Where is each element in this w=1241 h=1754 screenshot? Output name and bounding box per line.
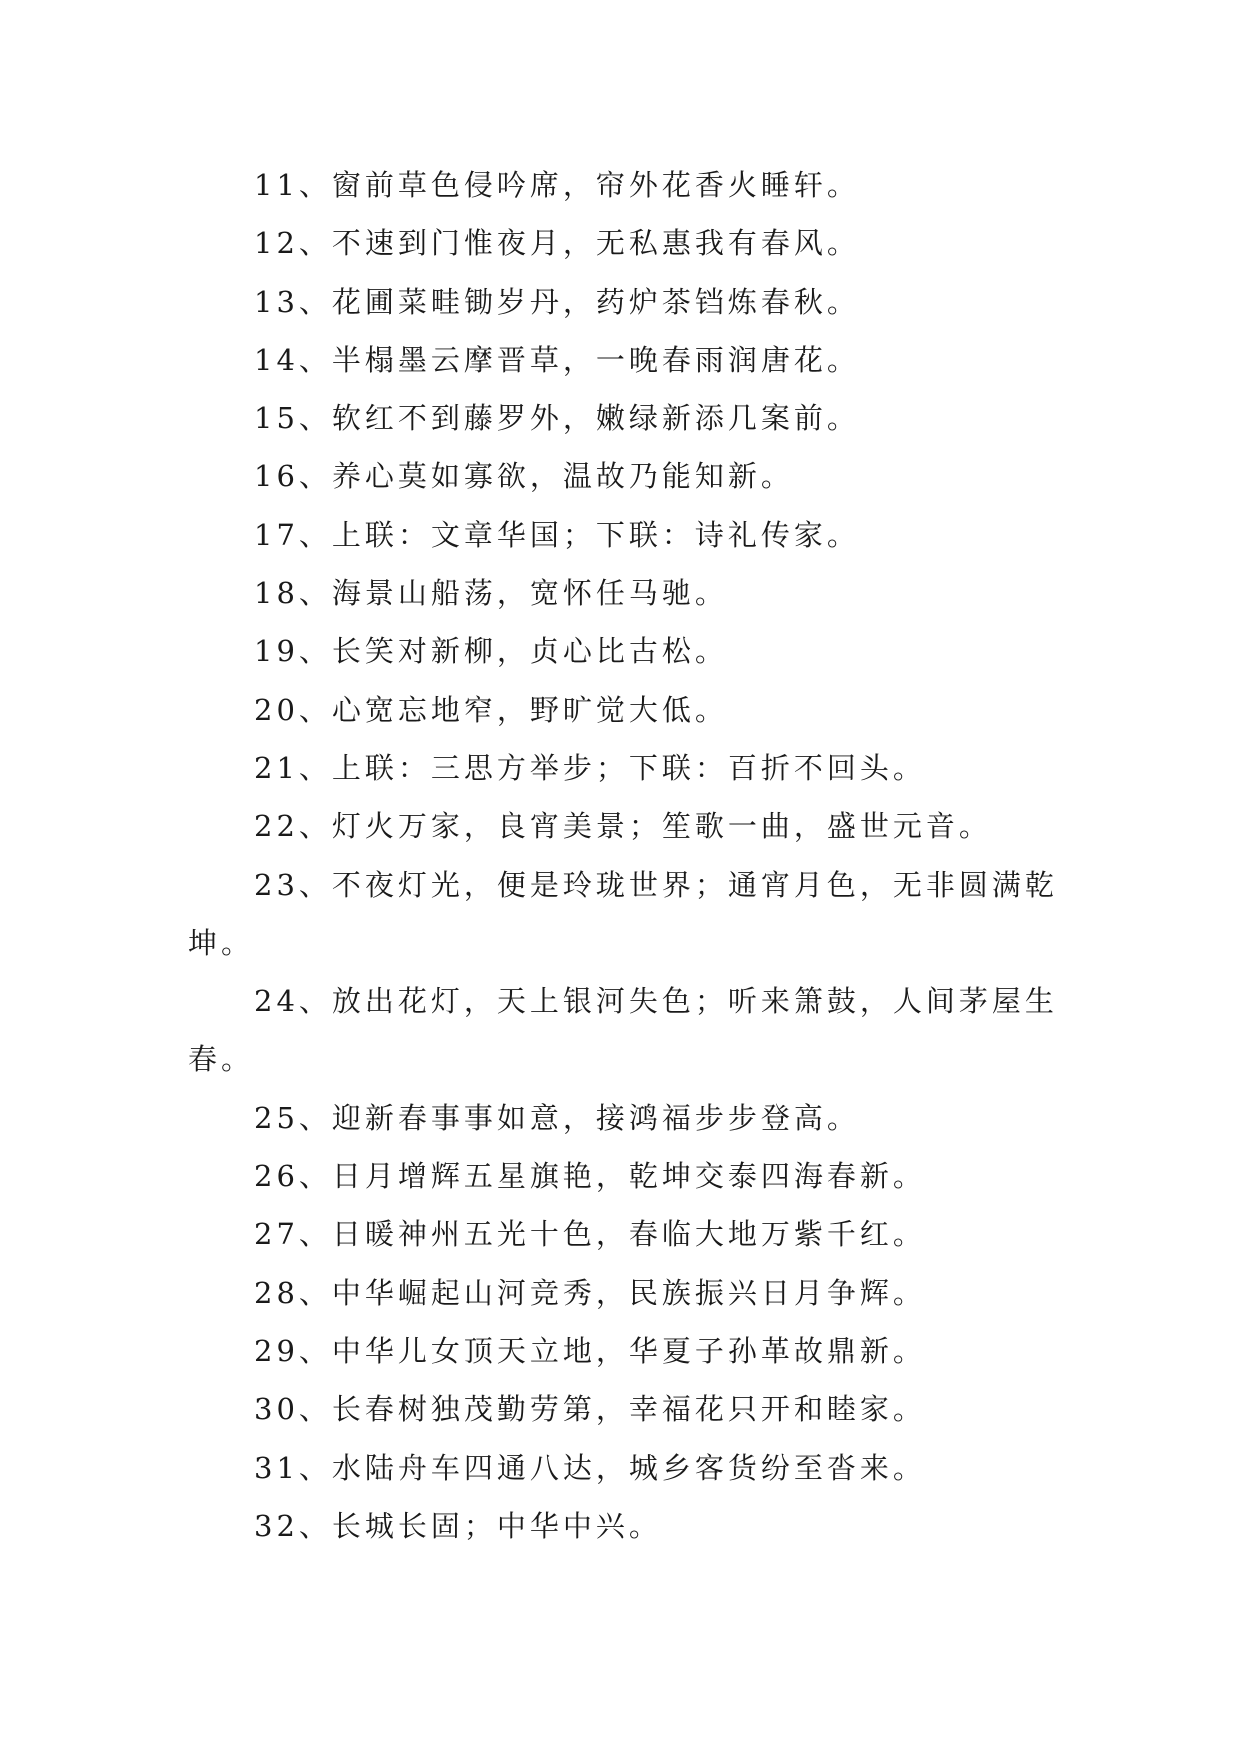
- couplet-line: 15、软红不到藤罗外，嫩绿新添几案前。: [254, 401, 860, 436]
- couplet-line: 25、迎新春事事如意，接鸿福步步登高。: [254, 1100, 860, 1135]
- couplet-line: 17、上联：文章华国；下联：诗礼传家。: [254, 517, 860, 552]
- couplet-line: 32、长城长固；中华中兴。: [254, 1508, 662, 1543]
- couplet-list: [188, 156, 1058, 1555]
- couplet-line: 30、长春树独茂勤劳第，幸福花只开和睦家。: [254, 1392, 926, 1427]
- couplet-line: 28、中华崛起山河竞秀，民族振兴日月争辉。: [254, 1275, 926, 1310]
- couplet-line: 13、花圃菜畦锄岁丹，药炉茶铛炼春秋。: [254, 284, 860, 319]
- couplet-line: 19、长笑对新柳，贞心比古松。: [254, 634, 728, 669]
- couplet-line: 27、日暖神州五光十色，春临大地万紫千红。: [254, 1217, 926, 1252]
- couplet-line: 23、不夜灯光，便是玲珑世界；通宵月色，无非圆满乾坤。: [188, 867, 1058, 960]
- couplet-line: 12、不速到门惟夜月，无私惠我有春风。: [254, 226, 860, 261]
- couplet-line: 26、日月增辉五星旗艳，乾坤交泰四海春新。: [254, 1159, 926, 1194]
- couplet-line: 14、半榻墨云摩晋草，一晚春雨润唐花。: [254, 342, 860, 377]
- couplet-line: 21、上联：三思方举步；下联：百折不回头。: [254, 750, 926, 785]
- couplet-line: 22、灯火万家，良宵美景；笙歌一曲，盛世元音。: [254, 809, 992, 844]
- couplet-line: 29、中华儿女顶天立地，华夏子孙革故鼎新。: [254, 1333, 926, 1368]
- couplet-line: 18、海景山船荡，宽怀任马驰。: [254, 576, 728, 611]
- couplet-line: 31、水陆舟车四通八达，城乡客货纷至沓来。: [254, 1450, 926, 1485]
- couplet-line: 20、心宽忘地窄，野旷觉大低。: [254, 692, 728, 727]
- couplet-line: 16、养心莫如寡欲，温故乃能知新。: [254, 459, 794, 494]
- couplet-line: 24、放出花灯，天上银河失色；听来箫鼓，人间茅屋生春。: [188, 984, 1058, 1077]
- couplet-line: 11、窗前草色侵吟席，帘外花香火睡轩。: [254, 168, 860, 202]
